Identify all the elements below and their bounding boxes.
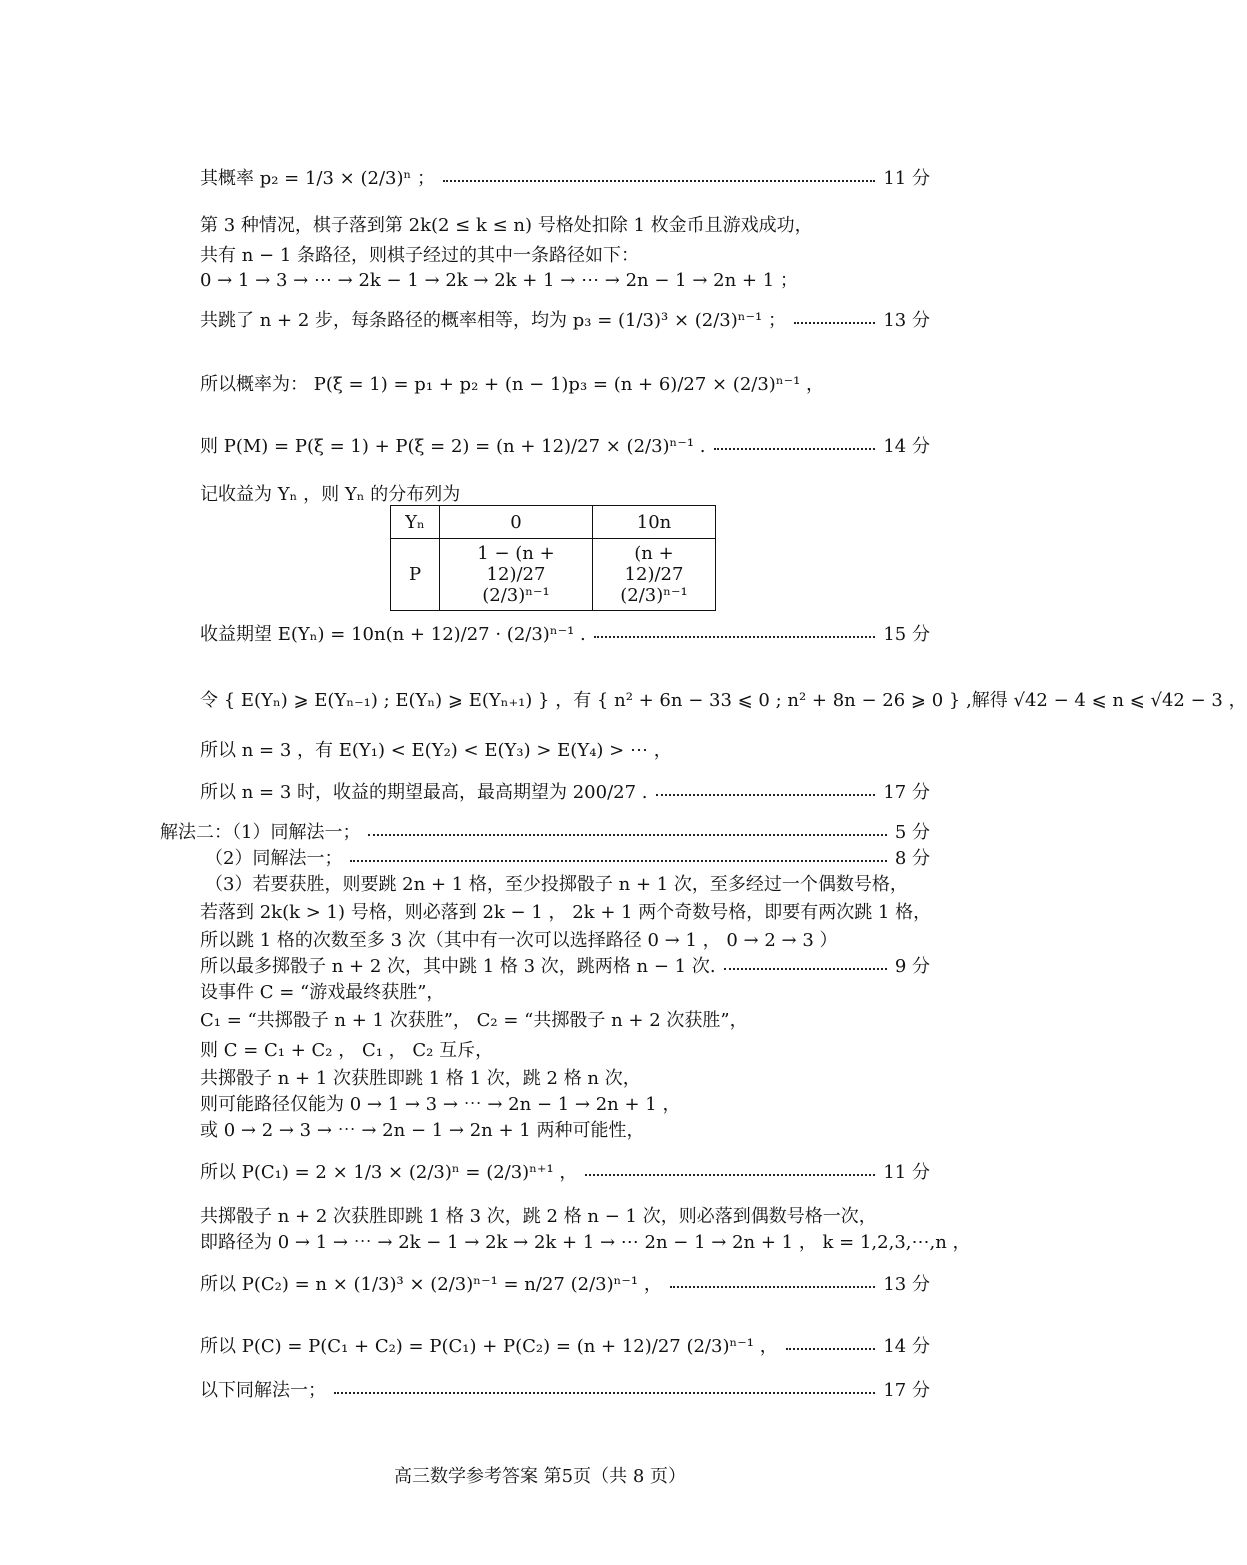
line-text: 收益期望 E(Yₙ) = 10n(n + 12)/27 · (2/3)ⁿ⁻¹ .: [200, 624, 586, 645]
line-16: [200, 898, 930, 924]
line-text: 则 P(M) = P(ξ = 1) + P(ξ = 2) = (n + 12)/27 × (2/3)ⁿ⁻¹ .: [200, 436, 706, 457]
score-label: 17 分: [883, 1380, 930, 1401]
dot-leader: [585, 1174, 875, 1176]
dot-leader: [794, 322, 875, 324]
line-text: 0 → 1 → 3 → ⋯ → 2k − 1 → 2k → 2k + 1 → ⋯ → 2n − 1 → 2n + 1 ；: [200, 270, 798, 291]
line-text: 所以 P(C) = P(C₁ + C₂) = P(C₁) + P(C₂) = (n + 12)/27 (2/3)ⁿ⁻¹ ，: [200, 1336, 778, 1357]
line-25: [200, 1158, 930, 1184]
line-14: [205, 844, 930, 870]
line-10: [200, 686, 1247, 712]
line-3: [200, 241, 930, 267]
table-cell: 10n: [593, 506, 716, 539]
line-20: [200, 1006, 930, 1032]
score-label: 8 分: [894, 848, 930, 869]
score-label: 15 分: [883, 624, 930, 645]
table-cell: Yₙ: [391, 506, 440, 539]
line-text: 所以最多掷骰子 n + 2 次，其中跳 1 格 3 次，跳两格 n − 1 次.: [200, 956, 716, 977]
score-label: 11 分: [883, 1162, 930, 1183]
table-row: [391, 539, 716, 611]
dot-leader: [443, 180, 875, 182]
dot-leader: [714, 448, 876, 450]
line-text: 所以 n = 3 ，有 E(Y₁) < E(Y₂) < E(Y₃) > E(Y₄) > ⋯ ，: [200, 740, 672, 761]
line-11: [200, 736, 930, 762]
dot-leader: [350, 860, 886, 862]
score-label: 13 分: [883, 1274, 930, 1295]
line-text: 共掷骰子 n + 1 次获胜即跳 1 格 1 次，跳 2 格 n 次，: [200, 1068, 641, 1089]
line-29: [200, 1332, 930, 1358]
table-cell: 0: [440, 506, 593, 539]
dot-leader: [786, 1348, 876, 1350]
line-text: 解法二：（1）同解法一；: [160, 822, 361, 843]
score-label: 13 分: [883, 310, 930, 331]
line-text: 共掷骰子 n + 2 次获胜即跳 1 格 3 次，跳 2 格 n − 1 次，则必落到偶数号格一次，: [200, 1206, 877, 1227]
line-22: [200, 1064, 930, 1090]
line-text: 第 3 种情况，棋子落到第 2k(2 ≤ k ≤ n) 号格处扣除 1 枚金币且游戏成功，: [200, 215, 813, 236]
line-26: [200, 1202, 930, 1228]
score-label: 17 分: [883, 782, 930, 803]
line-text: 记收益为 Yₙ ，则 Yₙ 的分布列为: [200, 484, 461, 505]
score-label: 14 分: [883, 436, 930, 457]
line-4: [200, 266, 930, 292]
line-30: [200, 1376, 930, 1402]
line-21: [200, 1036, 930, 1062]
line-7: [200, 432, 930, 458]
line-1: [200, 164, 930, 190]
dot-leader: [656, 794, 876, 796]
score-label: 9 分: [894, 956, 930, 977]
line-text: 则 C = C₁ + C₂ ， C₁ ， C₂ 互斥，: [200, 1040, 494, 1061]
line-28: [200, 1270, 930, 1296]
line-18: [200, 952, 930, 978]
line-27: [200, 1228, 971, 1254]
dot-leader: [670, 1286, 876, 1288]
dot-leader: [724, 968, 887, 970]
line-text: 所以 P(C₂) = n × (1/3)³ × (2/3)ⁿ⁻¹ = n/27 (2/3)ⁿ⁻¹ ，: [200, 1274, 662, 1295]
line-text: 其概率 p₂ = 1/3 × (2/3)ⁿ ；: [200, 168, 436, 189]
line-text: 则可能路径仅能为 0 → 1 → 3 → ⋯ → 2n − 1 → 2n + 1 ，: [200, 1094, 681, 1115]
score-label: 11 分: [883, 168, 930, 189]
line-9: [200, 620, 930, 646]
line-text: 共有 n − 1 条路径，则棋子经过的其中一条路径如下：: [200, 245, 640, 266]
line-17: [200, 926, 930, 952]
line-24: [200, 1116, 930, 1142]
line-13: [160, 818, 930, 844]
table-cell: P: [391, 539, 440, 611]
line-text: 所以 n = 3 时，收益的期望最高，最高期望为 200/27 .: [200, 782, 648, 803]
line-text: 所以 P(C₁) = 2 × 1/3 × (2/3)ⁿ = (2/3)ⁿ⁺¹ ，: [200, 1162, 578, 1183]
line-text: 即路径为 0 → 1 → ⋯ → 2k − 1 → 2k → 2k + 1 → ⋯ 2n − 1 → 2n + 1 ， k = 1,2,3,⋯,n ，: [200, 1232, 971, 1253]
table-cell: (n + 12)/27 (2/3)ⁿ⁻¹: [593, 539, 716, 611]
table-cell: 1 − (n + 12)/27 (2/3)ⁿ⁻¹: [440, 539, 593, 611]
line-19: [200, 978, 930, 1004]
table-row: [391, 506, 716, 539]
line-2: [200, 211, 930, 237]
line-text: 或 0 → 2 → 3 → ⋯ → 2n − 1 → 2n + 1 两种可能性，: [200, 1120, 645, 1141]
line-8: [200, 480, 930, 506]
line-15: [205, 870, 930, 896]
page-footer: 高三数学参考答案 第5页（共 8 页）: [393, 1466, 687, 1487]
line-23: [200, 1090, 930, 1116]
line-text: 若落到 2k(k > 1) 号格，则必落到 2k − 1 ， 2k + 1 两个奇数号格，即要有两次跳 1 格，: [200, 902, 932, 923]
line-text: 所以跳 1 格的次数至多 3 次（其中有一次可以选择路径 0 → 1 ， 0 → 2 → 3 ）: [200, 930, 838, 951]
score-label: 5 分: [894, 822, 930, 843]
line-text: （3）若要获胜，则要跳 2n + 1 格，至少投掷骰子 n + 1 次，至多经过一个偶数号格，: [205, 874, 908, 895]
line-text: 共跳了 n + 2 步，每条路径的概率相等，均为 p₃ = (1/3)³ × (2/3)ⁿ⁻¹ ；: [200, 310, 786, 331]
line-5: [200, 306, 930, 332]
line-text: （2）同解法一；: [205, 848, 343, 869]
line-12: [200, 778, 930, 804]
dot-leader: [334, 1392, 875, 1394]
line-text: 令 { E(Yₙ) ⩾ E(Yₙ₋₁) ; E(Yₙ) ⩾ E(Yₙ₊₁) } ，有 { n² + 6n − 33 ⩽ 0 ; n² + 8n − 26 ⩾ 0 } ,解得 √42 − 4 ⩽ n ⩽ √42 − 3 ，: [200, 690, 1247, 711]
line-text: 所以概率为： P(ξ = 1) = p₁ + p₂ + (n − 1)p₃ = (n + 6)/27 × (2/3)ⁿ⁻¹ ，: [200, 374, 825, 395]
distribution-table: [390, 505, 716, 611]
dot-leader: [594, 636, 876, 638]
score-label: 14 分: [883, 1336, 930, 1357]
line-text: 设事件 C = “游戏最终获胜”，: [200, 982, 445, 1003]
dot-leader: [368, 834, 886, 836]
line-6: [200, 370, 930, 396]
line-text: 以下同解法一；: [200, 1380, 326, 1401]
line-text: C₁ = “共掷骰子 n + 1 次获胜”， C₂ = “共掷骰子 n + 2 次获胜”，: [200, 1010, 748, 1031]
